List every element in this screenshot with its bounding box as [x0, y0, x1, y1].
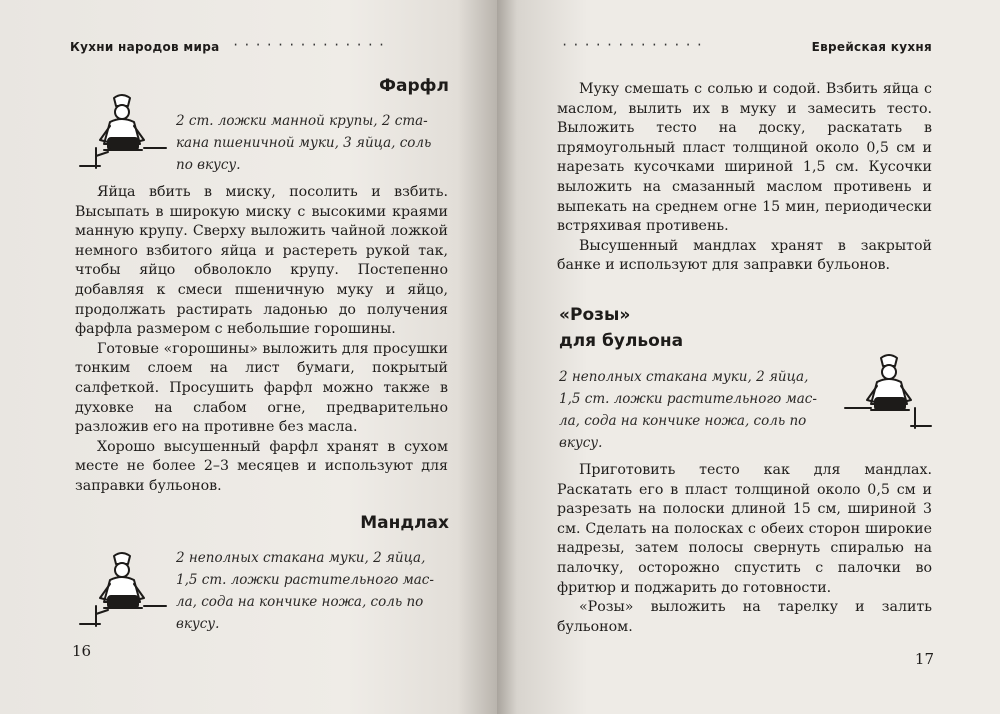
running-head-dots: ··············	[232, 38, 390, 52]
paragraph: Хорошо высушенный фарфл хранят в сухом месте не более 2–3 месяцев и используют для заправки бульонов.	[75, 438, 448, 494]
ingredients-line: по вкусу.	[176, 157, 241, 173]
chef-cooking-icon	[74, 550, 170, 628]
recipe-text-rozy	[557, 461, 932, 637]
ingredients-line: 1,5 ст. ложки растительного мас-	[176, 572, 434, 588]
recipe-title-mandlakh: Мандлах	[360, 513, 449, 533]
title-line: для бульона	[559, 331, 684, 351]
left-page	[0, 0, 497, 714]
ingredients-rozy	[559, 366, 844, 454]
ingredients-farfl	[176, 110, 466, 176]
page-number-left: 16	[72, 642, 92, 660]
paragraph: Приготовить тесто как для мандлах. Раскатать его в пласт толщиной около 0,5 см и разрезать на полоски длиной 15 см, шириной 3 см. Сделать на полосках с обеих сторон широкие надрезы, затем полосы свернуть спиралью на палочку, осторожно спустить с палочки во фритюр и поджарить до готовности.	[557, 462, 932, 596]
ingredients-line: 2 неполных стакана муки, 2 яйца,	[176, 550, 426, 566]
ingredients-line: 1,5 ст. ложки растительного мас-	[559, 391, 817, 407]
recipe-text-mandlakh	[557, 80, 932, 276]
ingredients-line: ла, сода на кончике ножа, соль по	[559, 413, 807, 429]
paragraph: «Розы» выложить на тарелку и залить бульоном.	[557, 599, 932, 635]
paragraph: Высушенный мандлах хранят в закрытой банке и используют для заправки бульонов.	[557, 237, 932, 274]
ingredients-line: ла, сода на кончике ножа, соль по	[176, 594, 424, 610]
chef-cooking-icon	[74, 92, 170, 170]
running-head-left: Кухни народов мира	[70, 40, 220, 54]
title-line: «Розы»	[559, 305, 631, 325]
running-head-dots: ·············	[561, 38, 707, 52]
ingredients-line: вкусу.	[176, 616, 220, 632]
ingredients-mandlakh	[176, 547, 466, 635]
ingredients-line: кана пшеничной муки, 3 яйца, соль	[176, 135, 432, 151]
running-head-right: Еврейская кухня	[811, 40, 932, 54]
paragraph: Готовые «горошины» выложить для просушки тонким слоем на лист бумаги, покрытый салфеткой. Просушить фарфл можно также в духовке на слабом огне, предварительно разложив его на противне без масла.	[75, 340, 448, 436]
ingredients-line: 2 ст. ложки манной крупы, 2 ста-	[176, 113, 428, 129]
ingredients-line: 2 неполных стакана муки, 2 яйца,	[559, 369, 809, 385]
paragraph: Муку смешать с солью и содой. Взбить яйца с маслом, вылить их в муку и замесить тесто. Выложить тесто на доску, раскатать в прямоугольный пласт толщиной около 0,5 см и нарезать кусочками шириной 1,5 см. Кусочки выложить на смазанный маслом противень и выпекать на среднем огне 15 мин, периодически встряхивая противень.	[557, 81, 932, 235]
recipe-title-farfl: Фарфл	[379, 76, 449, 96]
ingredients-line: вкусу.	[559, 435, 603, 451]
chef-cooking-icon	[841, 352, 937, 430]
paragraph: Яйца вбить в миску, посолить и взбить. Высыпать в широкую миску с высокими краями манную крупу. Сверху выложить чайной ложкой немного взбитого яйца и растереть рукой так, чтобы яйцо обволокло крупу. Постепенно добавляя к смеси пшеничную муку и яйцо, продолжать растирать ладонью до получения фарфла размером с небольшие горошины.	[75, 184, 448, 338]
recipe-text-farfl	[75, 183, 448, 497]
page-number-right: 17	[914, 650, 934, 668]
recipe-title-rozy	[559, 302, 683, 354]
right-page	[497, 0, 1000, 714]
